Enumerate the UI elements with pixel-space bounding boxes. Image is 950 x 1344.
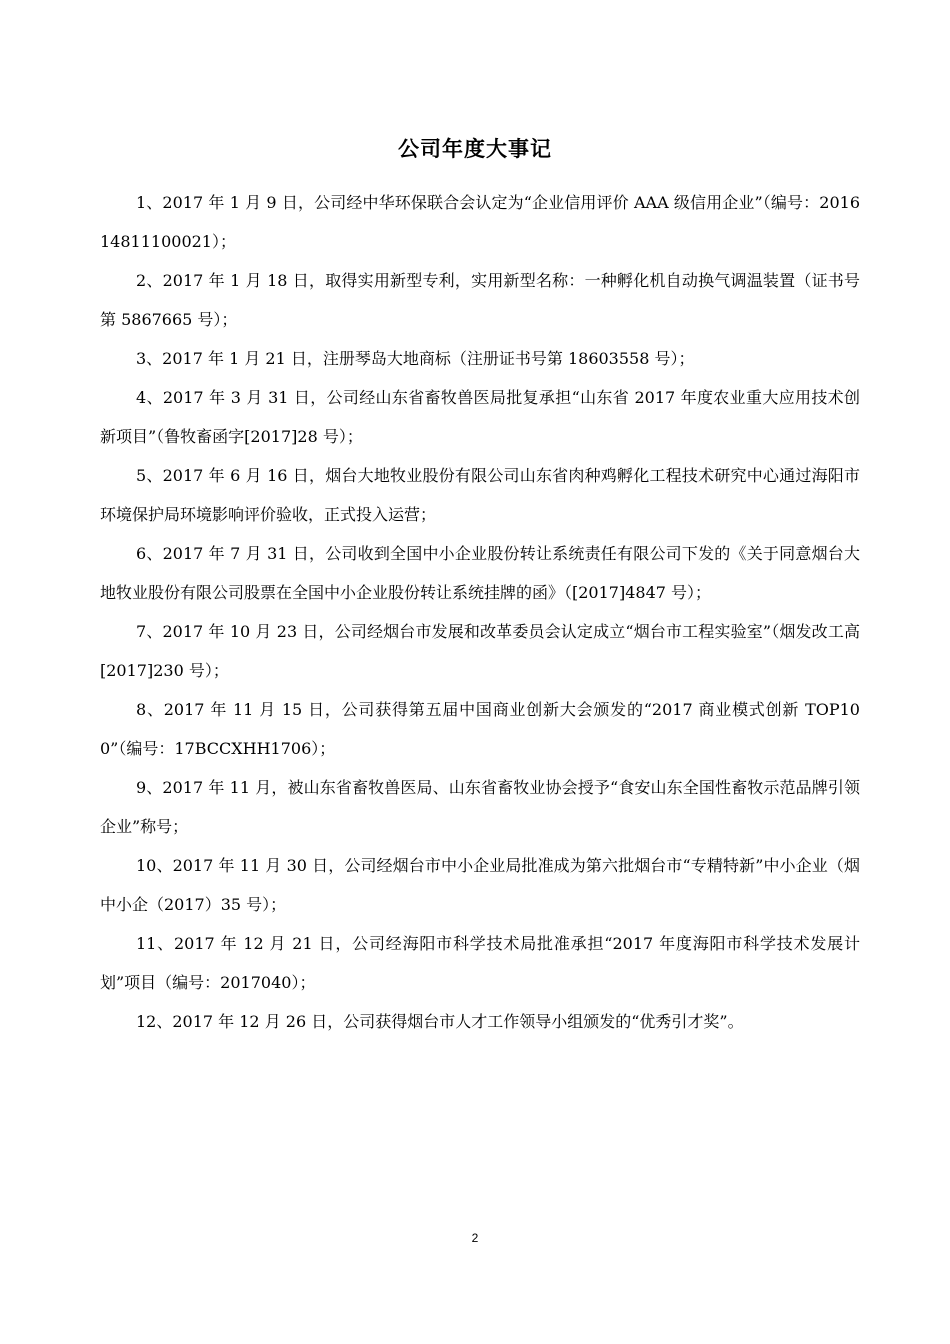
event-item-5: 5、2017 年 6 月 16 日，烟台大地牧业股份有限公司山东省肉种鸡孵化工程技术研究中心通过海阳市环境保护局环境影响评价验收，正式投入运营； <box>100 466 860 524</box>
event-item-6: 6、2017 年 7 月 31 日，公司收到全国中小企业股份转让系统责任有限公司下发的《关于同意烟台大地牧业股份有限公司股票在全国中小企业股份转让系统挂牌的函》（[2017]4847 号）； <box>100 544 860 602</box>
page-title: 公司年度大事记 <box>398 137 552 161</box>
event-item-12: 12、2017 年 12 月 26 日，公司获得烟台市人才工作领导小组颁发的“优秀引才奖”。 <box>136 1012 744 1031</box>
page-number: 2 <box>471 1231 479 1245</box>
event-item-8: 8、2017 年 11 月 15 日，公司获得第五届中国商业创新大会颁发的“2017 商业模式创新 TOP100”（编号：17BCCXHH1706）； <box>100 700 860 758</box>
event-item-7: 7、2017 年 10 月 23 日，公司经烟台市发展和改革委员会认定成立“烟台市工程实验室”（烟发改工高[2017]230 号）； <box>100 622 860 680</box>
event-item-11: 11、2017 年 12 月 21 日，公司经海阳市科学技术局批准承担“2017 年度海阳市科学技术发展计划”项目（编号：2017040）； <box>100 934 860 992</box>
event-item-1: 1、2017 年 1 月 9 日，公司经中华环保联合会认定为“企业信用评价 AAA 级信用企业”（编号：201614811100021）； <box>100 193 860 251</box>
event-list <box>100 183 860 1041</box>
event-item-4: 4、2017 年 3 月 31 日，公司经山东省畜牧兽医局批复承担“山东省 2017 年度农业重大应用技术创新项目”（鲁牧畜函字[2017]28 号）； <box>100 388 860 446</box>
event-item-9: 9、2017 年 11 月，被山东省畜牧兽医局、山东省畜牧业协会授予“食安山东全国性畜牧示范品牌引领企业”称号； <box>100 778 860 836</box>
event-item-2: 2、2017 年 1 月 18 日，取得实用新型专利，实用新型名称：一种孵化机自动换气调温装置（证书号第 5867665 号）； <box>100 271 860 329</box>
event-item-3: 3、2017 年 1 月 21 日，注册琴岛大地商标（注册证书号第 18603558 号）； <box>136 349 695 368</box>
event-item-10: 10、2017 年 11 月 30 日，公司经烟台市中小企业局批准成为第六批烟台市“专精特新”中小企业（烟中小企（2017）35 号）； <box>100 856 860 914</box>
